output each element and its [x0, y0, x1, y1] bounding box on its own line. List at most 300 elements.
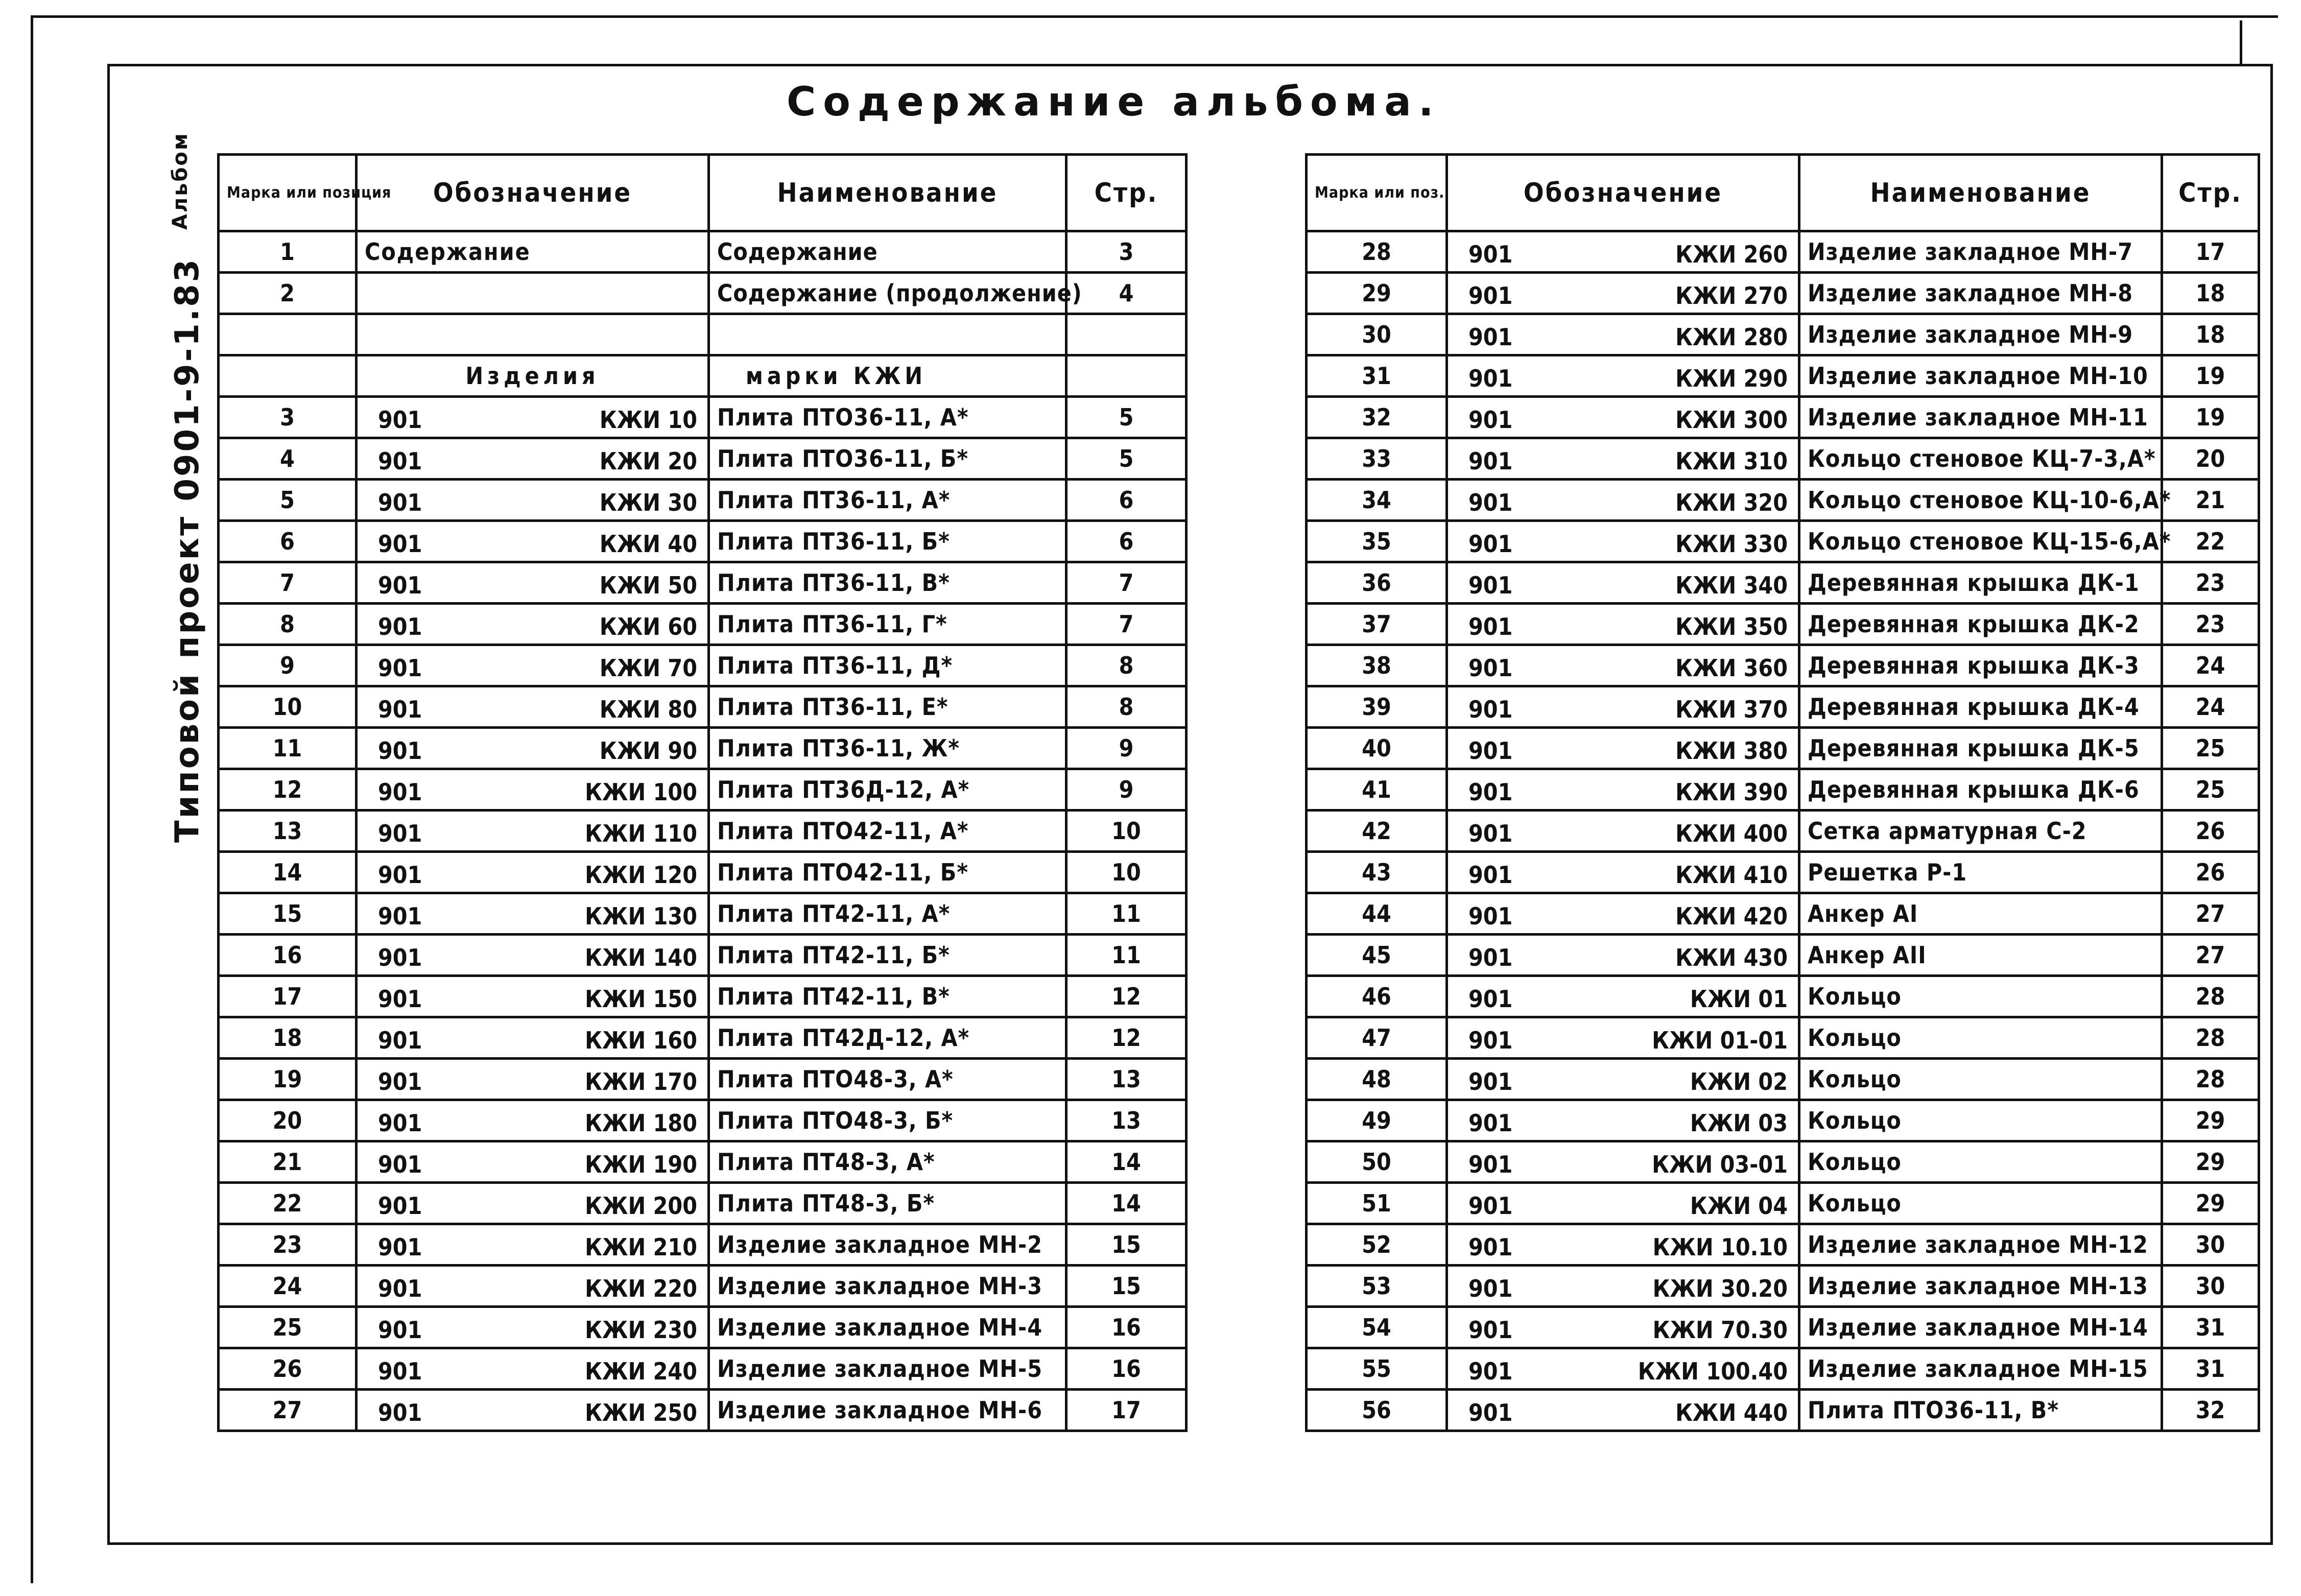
row-name: Плита ПТО36-11, А*: [709, 397, 1066, 438]
row-position: 7: [219, 562, 357, 604]
row-designation: [1447, 355, 1799, 397]
inner-right-line: [2270, 64, 2273, 1545]
row-position: 9: [219, 645, 357, 686]
row-code: 901: [1468, 489, 1513, 516]
row-code: 901: [378, 1151, 422, 1178]
row-position: 53: [1307, 1266, 1447, 1307]
table-row: [1307, 1390, 2259, 1431]
row-page: 29: [2162, 1183, 2259, 1224]
table-row: [219, 976, 1187, 1017]
row-mark: КЖИ 280: [1675, 323, 1788, 351]
row-name: Плита ПТО36-11, В*: [1799, 1390, 2162, 1431]
row-position: 44: [1307, 893, 1447, 935]
row-page: 11: [1066, 935, 1187, 976]
table-row: [219, 480, 1187, 521]
row-mark: КЖИ 04: [1690, 1192, 1788, 1220]
row-page: 23: [2162, 562, 2259, 604]
row-name: Содержание: [709, 231, 1066, 273]
row-mark: КЖИ 10: [599, 406, 697, 434]
row-mark: КЖИ 210: [585, 1233, 697, 1261]
section-label-left: Изделия: [357, 355, 709, 397]
row-code: 901: [378, 1192, 422, 1220]
row-position: 2: [219, 273, 357, 314]
row-code: 901: [1468, 861, 1513, 889]
row-page: 8: [1066, 645, 1187, 686]
row-code: 901: [378, 1399, 422, 1426]
row-code: 901: [378, 1027, 422, 1054]
row-mark: КЖИ 80: [599, 696, 697, 723]
row-name: Плита ПТ36-11, Ж*: [709, 728, 1066, 769]
row-mark: КЖИ 40: [599, 530, 697, 558]
table-row: [219, 645, 1187, 686]
row-name: Плита ПТО36-11, Б*: [709, 438, 1066, 480]
row-designation: [1447, 1100, 1799, 1141]
row-page: 15: [1066, 1224, 1187, 1266]
row-page: 28: [2162, 1059, 2259, 1100]
header-designation: Обозначение: [357, 155, 709, 231]
row-position: 11: [219, 728, 357, 769]
row-code: 901: [378, 820, 422, 847]
row-code: 901: [1468, 1316, 1513, 1344]
row-mark: КЖИ 430: [1675, 944, 1788, 971]
row-code: 901: [378, 489, 422, 516]
row-name: Деревянная крышка ДК-2: [1799, 604, 2162, 645]
row-code: 901: [378, 737, 422, 765]
table-row: [219, 1141, 1187, 1183]
row-position: 6: [219, 521, 357, 562]
row-page: 4: [1066, 273, 1187, 314]
table-row: [219, 1348, 1187, 1390]
row-position: 19: [219, 1059, 357, 1100]
row-page: 25: [2162, 769, 2259, 811]
row-designation: [1447, 935, 1799, 976]
row-code: 901: [378, 902, 422, 930]
row-code: 901: [1468, 737, 1513, 765]
row-position: 27: [219, 1390, 357, 1431]
row-name: Изделие закладное МН-15: [1799, 1348, 2162, 1390]
row-mark: КЖИ 02: [1690, 1068, 1788, 1095]
row-position: 29: [1307, 273, 1447, 314]
row-page: 17: [2162, 231, 2259, 273]
table-row: [1307, 604, 2259, 645]
row-code: 901: [378, 1316, 422, 1344]
row-designation: [1447, 645, 1799, 686]
row-page: 13: [1066, 1059, 1187, 1100]
row-name: Плита ПТО42-11, А*: [709, 811, 1066, 852]
row-name: Плита ПТ42-11, А*: [709, 893, 1066, 935]
row-designation: [357, 976, 709, 1017]
table-row: [219, 231, 1187, 273]
row-designation: [1447, 1390, 1799, 1431]
row-code: 901: [1468, 323, 1513, 351]
row-mark: КЖИ 270: [1675, 282, 1788, 309]
header-mark: Марка или поз.: [1307, 155, 1447, 231]
row-mark: КЖИ 300: [1675, 406, 1788, 434]
row-name: Деревянная крышка ДК-6: [1799, 769, 2162, 811]
row-name: Кольцо: [1799, 976, 2162, 1017]
row-designation: [357, 852, 709, 893]
row-designation: [1447, 728, 1799, 769]
row-position: 16: [219, 935, 357, 976]
row-position: 23: [219, 1224, 357, 1266]
header-name: Наименование: [1799, 155, 2162, 231]
row-designation: [1447, 852, 1799, 893]
table-row: [219, 521, 1187, 562]
row-mark: КЖИ 380: [1675, 737, 1788, 765]
row-mark: КЖИ 03-01: [1652, 1151, 1788, 1178]
row-mark: КЖИ 30.20: [1652, 1275, 1788, 1302]
table-row: [1307, 852, 2259, 893]
row-code: 901: [1468, 944, 1513, 971]
row-page: 26: [2162, 852, 2259, 893]
row-name: Плита ПТ36-11, А*: [709, 480, 1066, 521]
row-page: 3: [1066, 231, 1187, 273]
row-code: 901: [1468, 820, 1513, 847]
row-name: Плита ПТ42-11, Б*: [709, 935, 1066, 976]
row-designation: [1447, 769, 1799, 811]
table-row: [1307, 811, 2259, 852]
row-code: 901: [378, 654, 422, 682]
row-page: 24: [2162, 686, 2259, 728]
top-border-line: [31, 15, 2278, 18]
row-position: 49: [1307, 1100, 1447, 1141]
row-position: 46: [1307, 976, 1447, 1017]
row-designation: [357, 521, 709, 562]
left-border-line: [31, 15, 33, 1583]
row-mark: КЖИ 30: [599, 489, 697, 516]
row-code: 901: [1468, 902, 1513, 930]
section-row: [219, 355, 1187, 397]
row-name: Кольцо стеновое КЦ-15-6,А*: [1799, 521, 2162, 562]
row-code: 901: [1468, 1027, 1513, 1054]
row-name: Изделие закладное МН-6: [709, 1390, 1066, 1431]
row-designation: [357, 769, 709, 811]
row-position: 24: [219, 1266, 357, 1307]
row-position: 5: [219, 480, 357, 521]
row-position: 30: [1307, 314, 1447, 355]
row-page: 24: [2162, 645, 2259, 686]
row-designation: [357, 1183, 709, 1224]
row-name: Кольцо: [1799, 1059, 2162, 1100]
row-page: 27: [2162, 935, 2259, 976]
table-row: [219, 1224, 1187, 1266]
row-page: 7: [1066, 604, 1187, 645]
row-position: 51: [1307, 1183, 1447, 1224]
row-code: 901: [378, 1357, 422, 1385]
row-code: 901: [378, 1109, 422, 1137]
table-row: [219, 562, 1187, 604]
row-designation: [1447, 480, 1799, 521]
row-mark: КЖИ 220: [585, 1275, 697, 1302]
row-page: 22: [2162, 521, 2259, 562]
row-name: Решетка Р-1: [1799, 852, 2162, 893]
row-position: 54: [1307, 1307, 1447, 1348]
row-mark: КЖИ 01: [1690, 985, 1788, 1013]
row-position: 41: [1307, 769, 1447, 811]
row-mark: КЖИ 190: [585, 1151, 697, 1178]
row-designation: [1447, 1224, 1799, 1266]
row-mark: КЖИ 120: [585, 861, 697, 889]
row-mark: КЖИ 10.10: [1652, 1233, 1788, 1261]
row-name: Изделие закладное МН-8: [1799, 273, 2162, 314]
row-mark: КЖИ 400: [1675, 820, 1788, 847]
row-position: 52: [1307, 1224, 1447, 1266]
row-page: 19: [2162, 355, 2259, 397]
row-position: 31: [1307, 355, 1447, 397]
row-name: Изделие закладное МН-14: [1799, 1307, 2162, 1348]
row-page: 16: [1066, 1307, 1187, 1348]
row-position: 15: [219, 893, 357, 935]
table-row: [1307, 1141, 2259, 1183]
row-page: 14: [1066, 1183, 1187, 1224]
row-name: Кольцо: [1799, 1017, 2162, 1059]
row-page: 18: [2162, 314, 2259, 355]
row-designation: [1447, 397, 1799, 438]
table-row: [1307, 1348, 2259, 1390]
row-designation: [357, 1100, 709, 1141]
row-position: 34: [1307, 480, 1447, 521]
row-code: 901: [378, 861, 422, 889]
table-row: [219, 852, 1187, 893]
row-code: 901: [378, 530, 422, 558]
table-row: [1307, 1059, 2259, 1100]
row-name: Кольцо: [1799, 1100, 2162, 1141]
row-designation: [357, 397, 709, 438]
row-designation: [357, 935, 709, 976]
table-row: [1307, 645, 2259, 686]
table-row: [1307, 893, 2259, 935]
row-position: 25: [219, 1307, 357, 1348]
row-designation: [1447, 273, 1799, 314]
row-mark: КЖИ 170: [585, 1068, 697, 1095]
row-page: 19: [2162, 397, 2259, 438]
row-name: Плита ПТО48-3, Б*: [709, 1100, 1066, 1141]
row-position: 38: [1307, 645, 1447, 686]
row-designation: [1447, 562, 1799, 604]
row-designation: [357, 1307, 709, 1348]
row-mark: КЖИ 03: [1690, 1109, 1788, 1137]
row-mark: КЖИ 310: [1675, 447, 1788, 475]
row-name: Изделие закладное МН-13: [1799, 1266, 2162, 1307]
row-name: Изделие закладное МН-11: [1799, 397, 2162, 438]
row-name: Кольцо: [1799, 1141, 2162, 1183]
row-page: 20: [2162, 438, 2259, 480]
row-mark: КЖИ 100.40: [1638, 1357, 1788, 1385]
row-code: 901: [378, 1233, 422, 1261]
inner-bottom-line: [107, 1542, 2273, 1545]
row-designation: [1447, 1141, 1799, 1183]
row-position: 47: [1307, 1017, 1447, 1059]
row-page: 10: [1066, 811, 1187, 852]
row-designation-text: Содержание: [365, 238, 531, 266]
row-page: 9: [1066, 728, 1187, 769]
row-code: 901: [1468, 1233, 1513, 1261]
row-position: 55: [1307, 1348, 1447, 1390]
row-designation: [1447, 1017, 1799, 1059]
table-row: [1307, 728, 2259, 769]
row-designation: [357, 438, 709, 480]
row-page: 15: [1066, 1266, 1187, 1307]
row-designation: [1447, 976, 1799, 1017]
row-position: 12: [219, 769, 357, 811]
row-code: 901: [378, 571, 422, 599]
inner-left-line: [107, 64, 110, 1545]
row-mark: КЖИ 340: [1675, 571, 1788, 599]
row-name: Изделие закладное МН-9: [1799, 314, 2162, 355]
row-designation: [1447, 1059, 1799, 1100]
row-code: 901: [378, 778, 422, 806]
row-name: Плита ПТО48-3, А*: [709, 1059, 1066, 1100]
inner-top-line: [107, 64, 2273, 66]
row-position: 35: [1307, 521, 1447, 562]
row-position: 42: [1307, 811, 1447, 852]
row-mark: КЖИ 110: [585, 820, 697, 847]
table-row: [1307, 686, 2259, 728]
row-page: 26: [2162, 811, 2259, 852]
row-name: Кольцо стеновое КЦ-7-3,А*: [1799, 438, 2162, 480]
header-page: Стр.: [1066, 155, 1187, 231]
table-row: [219, 273, 1187, 314]
row-position: 3: [219, 397, 357, 438]
row-code: 901: [378, 1068, 422, 1095]
blank-row: [219, 314, 1187, 355]
row-mark: КЖИ 260: [1675, 241, 1788, 268]
row-mark: КЖИ 200: [585, 1192, 697, 1220]
table-row: [1307, 769, 2259, 811]
table-row: [1307, 1183, 2259, 1224]
table-row: [219, 1017, 1187, 1059]
table-row: [1307, 521, 2259, 562]
row-mark: КЖИ 100: [585, 778, 697, 806]
table-row: [1307, 1307, 2259, 1348]
row-mark: КЖИ 370: [1675, 696, 1788, 723]
row-name: Изделие закладное МН-4: [709, 1307, 1066, 1348]
row-mark: КЖИ 330: [1675, 530, 1788, 558]
row-name: Плита ПТ36Д-12, А*: [709, 769, 1066, 811]
row-position: 18: [219, 1017, 357, 1059]
table-row: [1307, 1017, 2259, 1059]
row-designation: [1447, 604, 1799, 645]
row-position: 26: [219, 1348, 357, 1390]
row-name: Изделие закладное МН-7: [1799, 231, 2162, 273]
table-row: [1307, 1224, 2259, 1266]
row-code: 901: [378, 696, 422, 723]
row-position: 45: [1307, 935, 1447, 976]
row-designation: [357, 811, 709, 852]
table-row: [1307, 976, 2259, 1017]
row-page: 11: [1066, 893, 1187, 935]
row-mark: КЖИ 160: [585, 1027, 697, 1054]
row-designation: [1447, 438, 1799, 480]
row-name: Плита ПТО42-11, Б*: [709, 852, 1066, 893]
row-page: 18: [2162, 273, 2259, 314]
table-row: [1307, 1266, 2259, 1307]
table-row: [1307, 1100, 2259, 1141]
section-label-right: марки КЖИ: [709, 355, 1066, 397]
row-position: 22: [219, 1183, 357, 1224]
table-row: [219, 438, 1187, 480]
row-code: 901: [378, 1275, 422, 1302]
row-page: 6: [1066, 480, 1187, 521]
row-designation: [1447, 893, 1799, 935]
row-designation: [357, 645, 709, 686]
table-row: [1307, 355, 2259, 397]
row-name: Изделие закладное МН-10: [1799, 355, 2162, 397]
corner-mark-line: [2240, 20, 2242, 64]
row-position: 50: [1307, 1141, 1447, 1183]
row-page: 31: [2162, 1348, 2259, 1390]
row-code: 901: [378, 613, 422, 640]
row-name: Плита ПТ42Д-12, А*: [709, 1017, 1066, 1059]
row-page: 6: [1066, 521, 1187, 562]
row-designation: [1447, 1307, 1799, 1348]
table-row: [219, 1059, 1187, 1100]
row-code: 901: [1468, 1357, 1513, 1385]
row-position: 20: [219, 1100, 357, 1141]
row-page: 30: [2162, 1224, 2259, 1266]
table-row: [219, 811, 1187, 852]
row-page: 10: [1066, 852, 1187, 893]
row-name: Изделие закладное МН-5: [709, 1348, 1066, 1390]
row-page: 12: [1066, 976, 1187, 1017]
table-row: [219, 604, 1187, 645]
row-code: 901: [1468, 1399, 1513, 1426]
row-designation: [357, 1348, 709, 1390]
row-page: 27: [2162, 893, 2259, 935]
row-designation: [357, 1059, 709, 1100]
row-designation: [1447, 231, 1799, 273]
table-row: [219, 397, 1187, 438]
row-position: 37: [1307, 604, 1447, 645]
row-position: 10: [219, 686, 357, 728]
row-mark: КЖИ 240: [585, 1357, 697, 1385]
row-code: 901: [1468, 613, 1513, 640]
row-position: 56: [1307, 1390, 1447, 1431]
row-mark: КЖИ 420: [1675, 902, 1788, 930]
row-mark: КЖИ 180: [585, 1109, 697, 1137]
row-mark: КЖИ 350: [1675, 613, 1788, 640]
table-row: [219, 1266, 1187, 1307]
row-mark: КЖИ 230: [585, 1316, 697, 1344]
row-name: Плита ПТ36-11, Е*: [709, 686, 1066, 728]
row-page: 25: [2162, 728, 2259, 769]
row-position: 40: [1307, 728, 1447, 769]
row-position: 4: [219, 438, 357, 480]
row-name: Анкер АI: [1799, 893, 2162, 935]
row-designation: [1447, 811, 1799, 852]
table-row: [219, 935, 1187, 976]
row-name: Деревянная крышка ДК-1: [1799, 562, 2162, 604]
table-row: [219, 1390, 1187, 1431]
row-code: 901: [1468, 1275, 1513, 1302]
row-page: 29: [2162, 1141, 2259, 1183]
row-mark: КЖИ 390: [1675, 778, 1788, 806]
row-code: 901: [1468, 447, 1513, 475]
header-page: Стр.: [2162, 155, 2259, 231]
row-page: 14: [1066, 1141, 1187, 1183]
row-page: 16: [1066, 1348, 1187, 1390]
row-position: 48: [1307, 1059, 1447, 1100]
row-designation: [357, 893, 709, 935]
row-page: 28: [2162, 976, 2259, 1017]
row-designation: [357, 1224, 709, 1266]
row-code: 901: [1468, 696, 1513, 723]
row-designation: [357, 1017, 709, 1059]
row-page: 32: [2162, 1390, 2259, 1431]
row-designation: [1447, 1183, 1799, 1224]
row-designation: [357, 480, 709, 521]
row-mark: КЖИ 360: [1675, 654, 1788, 682]
